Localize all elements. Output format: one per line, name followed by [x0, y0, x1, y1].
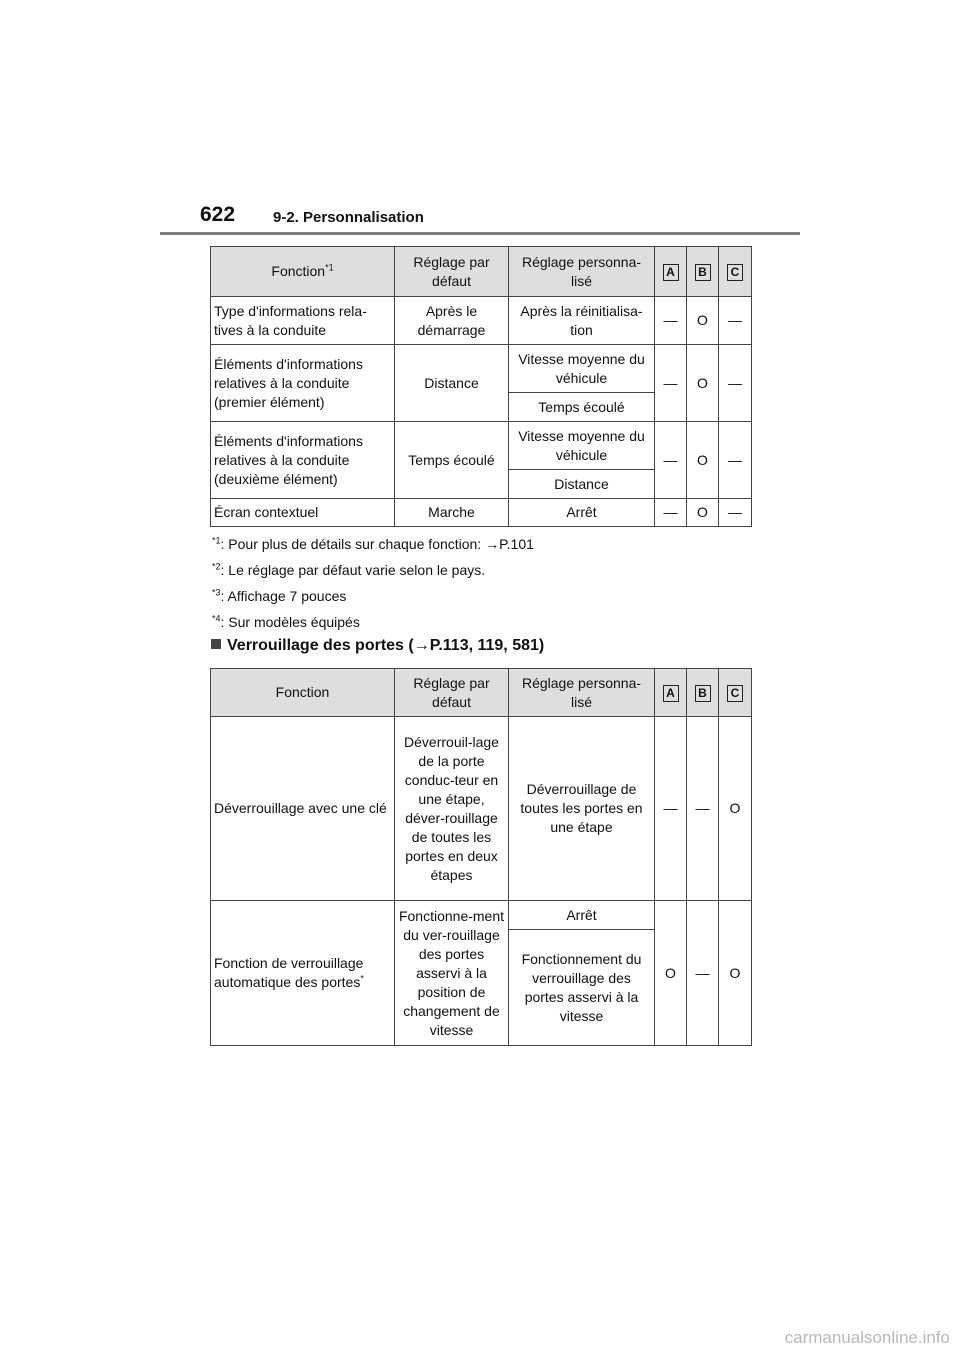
settings-table-door-lock — [210, 668, 752, 1046]
table-row — [211, 499, 752, 527]
cell-custom: Après la réinitialisa-tion — [509, 297, 655, 345]
cell-b: — — [687, 901, 719, 1046]
cell-custom: Déverrouillage de toutes les portes en une étape — [509, 717, 655, 901]
header-col-a — [655, 247, 687, 297]
badge-a: A — [663, 264, 679, 281]
footnote-mark: *2 — [212, 561, 221, 572]
cell-custom: Arrêt — [509, 901, 655, 930]
footnote-text: : Pour plus de détails sur chaque fonction: →P.101 — [220, 536, 534, 552]
cell-function: Éléments d'informations relatives à la conduite (premier élément) — [211, 345, 395, 422]
cell-default: Temps écoulé — [395, 422, 509, 499]
cell-default: Après le démarrage — [395, 297, 509, 345]
cell-function: Écran contextuel — [211, 499, 395, 527]
table-row — [211, 717, 752, 901]
cell-c: — — [719, 297, 752, 345]
cell-c: O — [719, 901, 752, 1046]
cell-a: — — [655, 297, 687, 345]
cell-b: O — [687, 297, 719, 345]
badge-a: A — [663, 685, 679, 702]
footnotes — [212, 531, 534, 635]
watermark: carmanualsonline.info — [784, 1328, 950, 1347]
footnote-mark: *4 — [212, 613, 221, 624]
badge-b: B — [695, 685, 711, 702]
header-custom: Réglage personna-lisé — [509, 669, 655, 717]
cell-default: Fonctionne-ment du ver-rouillage des portes asservi à la position de changement de vitesse — [395, 901, 509, 1046]
cell-custom: Vitesse moyenne du véhicule — [509, 422, 655, 470]
header-function: Fonction — [211, 669, 395, 717]
cell-function: Fonction de verrouillage automatique des portes* — [211, 901, 395, 1046]
footnote — [212, 609, 534, 635]
footnote-ref: * — [360, 973, 364, 984]
header-col-c — [719, 247, 752, 297]
subsection-heading — [211, 637, 544, 655]
badge-b: B — [695, 264, 711, 281]
cell-custom: Fonctionnement du verrouillage des portes asservi à la vitesse — [509, 930, 655, 1046]
cell-a: — — [655, 717, 687, 901]
cell-custom: Arrêt — [509, 499, 655, 527]
header-function: Fonction$^{*1}$ — [211, 247, 395, 297]
header-default: Réglage par défaut — [395, 247, 509, 297]
cell-b: O — [687, 345, 719, 422]
header-col-c — [719, 669, 752, 717]
cell-default: Marche — [395, 499, 509, 527]
cell-a: O — [655, 901, 687, 1046]
square-bullet-icon — [211, 639, 221, 649]
header-default: Réglage par défaut — [395, 669, 509, 717]
cell-b: O — [687, 422, 719, 499]
header-rule — [160, 232, 800, 235]
settings-table-driving-info — [210, 246, 752, 527]
header-col-b — [687, 247, 719, 297]
cell-c: O — [719, 717, 752, 901]
cell-function: Déverrouillage avec une clé — [211, 717, 395, 901]
cell-a: — — [655, 345, 687, 422]
table-row — [211, 297, 752, 345]
badge-c: C — [727, 685, 743, 702]
cell-function: Type d'informations rela-tives à la conduite — [211, 297, 395, 345]
cell-default: Distance — [395, 345, 509, 422]
subsection-title: Verrouillage des portes (→P.113, 119, 581) — [227, 637, 545, 654]
header-custom: Réglage personna-lisé — [509, 247, 655, 297]
table-header-row — [211, 669, 752, 717]
header-col-b — [687, 669, 719, 717]
table-row — [211, 901, 752, 930]
badge-c: C — [727, 264, 743, 281]
cell-c: — — [719, 499, 752, 527]
footnote-ref: *1 — [325, 262, 334, 273]
section-title: 9-2. Personnalisation — [273, 209, 424, 226]
cell-custom: Distance — [509, 470, 655, 499]
page-number: 622 — [200, 203, 236, 226]
cell-c: — — [719, 422, 752, 499]
cell-b: — — [687, 717, 719, 901]
footnote-mark: *1 — [212, 535, 221, 546]
cell-b: O — [687, 499, 719, 527]
footnote-text: : Le réglage par défaut varie selon le pays. — [220, 562, 486, 578]
table-header-row — [211, 247, 752, 297]
footnote-mark: *3 — [212, 587, 221, 598]
cell-function: Éléments d'informations relatives à la conduite (deuxième élément) — [211, 422, 395, 499]
footnote — [212, 583, 534, 609]
cell-c: — — [719, 345, 752, 422]
footnote — [212, 531, 534, 557]
footnote-text: : Sur modèles équipés — [220, 614, 360, 630]
footnote — [212, 557, 534, 583]
cell-a: — — [655, 499, 687, 527]
cell-default: Déverrouil-lage de la porte conduc-teur en une étape, déver-rouillage de toutes les portes en deux étapes — [395, 717, 509, 901]
footnote-text: : Affichage 7 pouces — [220, 588, 347, 604]
table-row — [211, 422, 752, 470]
cell-custom: Vitesse moyenne du véhicule — [509, 345, 655, 393]
cell-custom: Temps écoulé — [509, 393, 655, 422]
cell-a: — — [655, 422, 687, 499]
header-col-a — [655, 669, 687, 717]
table-row — [211, 345, 752, 393]
